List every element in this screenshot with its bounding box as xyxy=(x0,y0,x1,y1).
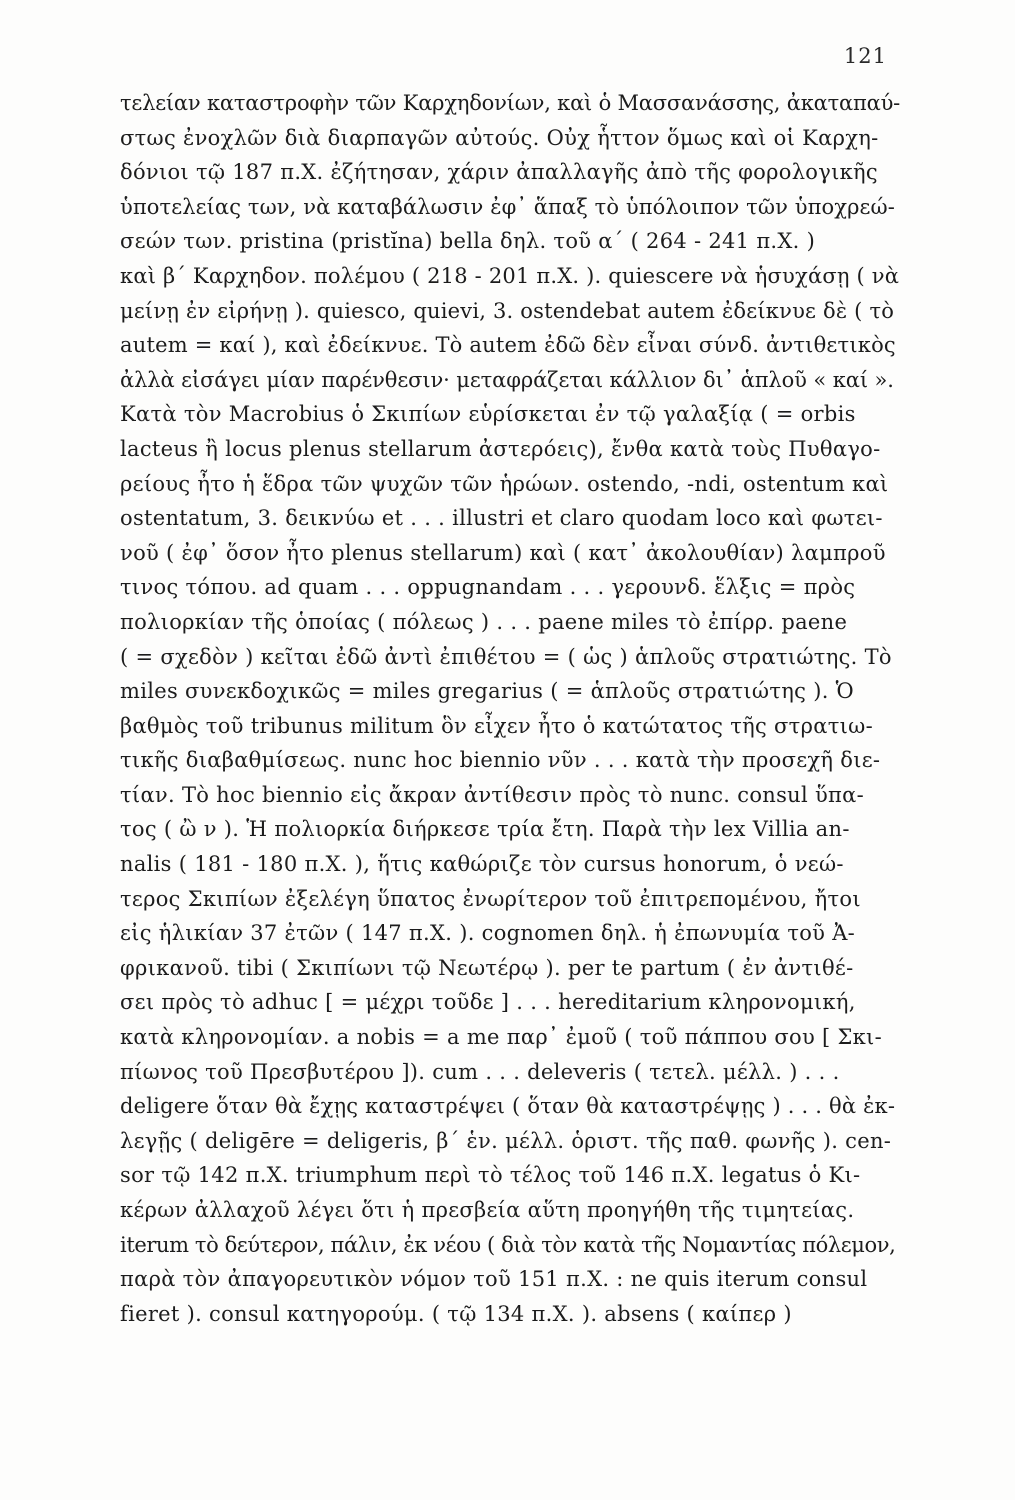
text-line: τινος τόπου. ad quam . . . oppugnandam . . . γερουνδ. ἕλξις = πρὸς xyxy=(120,575,856,600)
text-line: τελείαν καταστροφὴν τῶν Καρχηδονίων, καὶ ὁ Μασσανάσσης, ἀκαταπαύ- xyxy=(120,91,901,115)
text-line: τος ( ὢ ν ). Ἡ πολιορκία διήρκεσε τρία ἔτη. Παρὰ τὴν lex Villia an- xyxy=(120,817,850,842)
text-line: τίαν. Τὸ hoc biennio εἰς ἄκραν ἀντίθεσιν πρὸς τὸ nunc. consul ὕπα- xyxy=(120,782,865,807)
text-line: Κατὰ τὸν Macrobius ὁ Σκιπίων εὑρίσκεται ἐν τῷ γαλαξίᾳ ( = orbis xyxy=(120,402,856,427)
text-line: εἰς ἡλικίαν 37 ἐτῶν ( 147 π.Χ. ). cognomen δηλ. ἡ ἐπωνυμία τοῦ Ἀ- xyxy=(120,921,856,946)
text-line: σει πρὸς τὸ adhuc [ = μέχρι τοῦδε ] . . . hereditarium κληρονομική, xyxy=(120,990,856,1015)
text-line: ρείους ἦτο ἡ ἕδρα τῶν ψυχῶν τῶν ἡρώων. ostendo, -ndi, ostentum καὶ xyxy=(120,471,889,496)
text-line: καὶ β΄ Καρχηδον. πολέμου ( 218 - 201 π.Χ. ). quiescere νὰ ἡσυχάσῃ ( νὰ xyxy=(120,263,900,288)
text-line: miles συνεκδοχικῶς = miles gregarius ( = ἁπλοῦς στρατιώτης ). Ὁ xyxy=(120,679,854,704)
text-line: δόνιοι τῷ 187 π.Χ. ἐζήτησαν, χάριν ἀπαλλαγῆς ἀπὸ τῆς φορολογικῆς xyxy=(120,160,878,185)
text-line: λεγῇς ( deligēre = deligeris, β΄ ἑν. μέλλ. ὁριστ. τῆς παθ. φωνῆς ). cen- xyxy=(120,1128,892,1153)
text-line: ostentatum, 3. δεικνύω et . . . illustri et claro quodam loco καὶ φωτει- xyxy=(120,506,883,531)
text-line: σεών των. pristina (pristĭna) bella δηλ. τοῦ α΄ ( 264 - 241 π.Χ. ) xyxy=(120,229,816,254)
text-line: πίωνος τοῦ Πρεσβυτέρου ]). cum . . . deleveris ( τετελ. μέλλ. ) . . . xyxy=(120,1059,840,1084)
text-line: φρικανοῦ. tibi ( Σκιπίωνι τῷ Νεωτέρῳ ). per te partum ( ἐν ἀντιθέ- xyxy=(120,955,854,980)
text-line: autem = καί ), καὶ ἐδείκνυε. Τὸ autem ἐδῶ δὲν εἶναι σύνδ. ἀντιθετικὸς xyxy=(120,333,896,358)
text-line: μείνῃ ἐν εἰρήνῃ ). quiesco, quievi, 3. ostendebat autem ἐδείκνυε δὲ ( τὸ xyxy=(120,298,895,323)
text-line: πολιορκίαν τῆς ὁποίας ( πόλεως ) . . . paene miles τὸ ἐπίρρ. paene xyxy=(120,609,848,634)
text-line: ( = σχεδὸν ) κεῖται ἐδῶ ἀντὶ ἐπιθέτου = ( ὡς ) ἁπλοῦς στρατιώτης. Τὸ xyxy=(120,644,892,669)
commentary-text-block xyxy=(120,86,900,1331)
text-line: deligere ὅταν θὰ ἔχῃς καταστρέψει ( ὅταν θὰ καταστρέψῃς ) . . . θὰ ἐκ- xyxy=(120,1094,896,1119)
text-line: κατὰ κληρονομίαν. a nobis = a me παρ᾿ ἐμοῦ ( τοῦ πάππου σου [ Σκι- xyxy=(120,1025,882,1050)
text-line: ἀλλὰ εἰσάγει μίαν παρένθεσιν· μεταφράζεται κάλλιον δι᾿ ἁπλοῦ « καί ». xyxy=(120,367,894,392)
text-line: lacteus ἢ locus plenus stellarum ἀστερόεις), ἔνθα κατὰ τοὺς Πυθαγο- xyxy=(120,436,881,461)
text-line: νοῦ ( ἐφ᾿ ὅσον ἦτο plenus stellarum) καὶ ( κατ᾿ ἀκολουθίαν) λαμπροῦ xyxy=(120,540,886,565)
text-line: iterum τὸ δεύτερον, πάλιν, ἐκ νέου ( διὰ τὸν κατὰ τῆς Νομαντίας πόλεμον, xyxy=(120,1232,896,1257)
text-line: τικῆς διαβαθμίσεως. nunc hoc biennio νῦν . . . κατὰ τὴν προσεχῆ διε- xyxy=(120,748,881,773)
text-line: τερος Σκιπίων ἐξελέγη ὕπατος ἐνωρίτερον τοῦ ἐπιτρεπομένου, ἤτοι xyxy=(120,886,861,911)
text-line: sor τῷ 142 π.Χ. triumphum περὶ τὸ τέλος τοῦ 146 π.Χ. legatus ὁ Κι- xyxy=(120,1163,861,1188)
text-line: nalis ( 181 - 180 π.Χ. ), ἥτις καθώριζε τὸν cursus honorum, ὁ νεώ- xyxy=(120,852,844,877)
text-line: κέρων ἀλλαχοῦ λέγει ὅτι ἡ πρεσβεία αὕτη προηγήθη τῆς τιμητείας. xyxy=(120,1198,855,1222)
text-line: ὑποτελείας των, νὰ καταβάλωσιν ἐφ᾿ ἅπαξ τὸ ὑπόλοιπον τῶν ὑποχρεώ- xyxy=(120,194,895,219)
text-line: στως ἐνοχλῶν διὰ διαρπαγῶν αὐτούς. Οὐχ ἧττον ὅμως καὶ οἱ Καρχη- xyxy=(120,125,879,150)
text-line: παρὰ τὸν ἀπαγορευτικὸν νόμον τοῦ 151 π.Χ. : ne quis iterum consul xyxy=(120,1267,868,1292)
page-number: 121 xyxy=(843,44,887,68)
text-line: βαθμὸς τοῦ tribunus militum ὃν εἶχεν ἦτο ὁ κατώτατος τῆς στρατιω- xyxy=(120,713,873,738)
text-line: fieret ). consul κατηγορούμ. ( τῷ 134 π.Χ. ). absens ( καίπερ ) xyxy=(120,1301,792,1326)
